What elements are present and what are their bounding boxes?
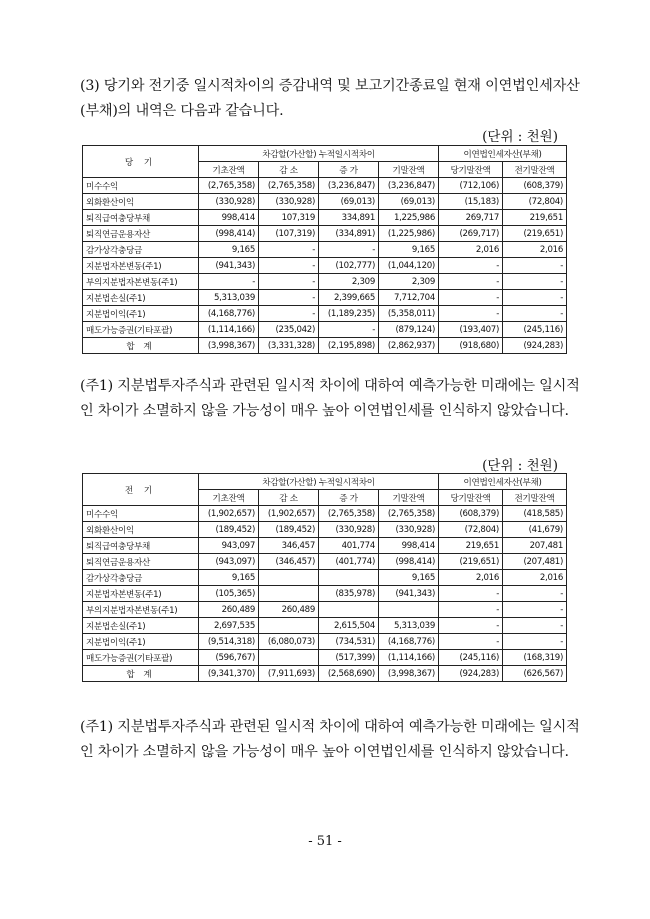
table-row	[83, 554, 567, 570]
table-cell: (879,124)	[379, 322, 439, 338]
period-label-prior: 전 기	[83, 474, 199, 506]
table-row	[83, 274, 567, 290]
table-cell: 5,313,039	[199, 290, 259, 306]
row-label: 매도가능증권(기타포괄)	[83, 650, 199, 666]
table-cell: (608,379)	[439, 506, 503, 522]
table-cell: 2,309	[379, 274, 439, 290]
col-header: 당기말잔액	[439, 162, 503, 178]
total-cell: (924,283)	[503, 338, 567, 354]
row-label: 지분법이익(주1)	[83, 634, 199, 650]
table-cell: (998,414)	[199, 226, 259, 242]
table-cell: -	[319, 242, 379, 258]
row-label: 퇴직연금운용자산	[83, 554, 199, 570]
table-cell: (941,343)	[199, 258, 259, 274]
table-cell: -	[439, 586, 503, 602]
table-row	[83, 306, 567, 322]
table-cell: (269,717)	[439, 226, 503, 242]
row-label: 매도가능증권(기타포괄)	[83, 322, 199, 338]
total-cell: (7,911,693)	[259, 666, 319, 682]
table-cell	[259, 618, 319, 634]
table-cell	[259, 570, 319, 586]
table-cell: 346,457	[259, 538, 319, 554]
table-cell: -	[259, 306, 319, 322]
table-cell: (102,777)	[319, 258, 379, 274]
table-cell: (1,225,986)	[379, 226, 439, 242]
table-cell: 219,651	[503, 210, 567, 226]
row-label: 감가상각충당금	[83, 242, 199, 258]
footnote-prior: (주1) 지분법투자주식과 관련된 일시적 차이에 대하여 예측가능한 미래에는 일시적인 차이가 소멸하지 않을 가능성이 매우 높아 이연법인세를 인식하지 않았습니다.	[80, 719, 580, 760]
table-cell: -	[503, 258, 567, 274]
row-label: 부의지분법자본변동(주1)	[83, 602, 199, 618]
table-cell: 2,016	[503, 570, 567, 586]
table-cell: 2,016	[439, 570, 503, 586]
table-row	[83, 506, 567, 522]
table-cell: (72,804)	[503, 194, 567, 210]
group-header-temp-diff: 차감할(가산할) 누적일시적차이	[199, 146, 439, 162]
table-cell: 9,165	[199, 570, 259, 586]
table-cell: -	[503, 586, 567, 602]
col-header: 전기말잔액	[503, 162, 567, 178]
table-cell: 7,712,704	[379, 290, 439, 306]
table-cell: (69,013)	[379, 194, 439, 210]
table-cell: -	[439, 274, 503, 290]
table-cell: (235,042)	[259, 322, 319, 338]
table-cell	[379, 602, 439, 618]
col-header: 감 소	[259, 162, 319, 178]
table-cell: (9,514,318)	[199, 634, 259, 650]
table-cell: (15,183)	[439, 194, 503, 210]
total-cell: (9,341,370)	[199, 666, 259, 682]
table-row	[83, 194, 567, 210]
footnote-current: (주1) 지분법투자주식과 관련된 일시적 차이에 대하여 예측가능한 미래에는 일시적인 차이가 소멸하지 않을 가능성이 매우 높아 이연법인세를 인식하지 않았습니다.	[80, 378, 580, 419]
table-cell: 219,651	[439, 538, 503, 554]
table-cell: -	[439, 290, 503, 306]
total-label: 합 계	[83, 338, 199, 354]
row-label: 지분법자본변동(주1)	[83, 586, 199, 602]
unit-label-prior: (단위 : 천원)	[482, 458, 558, 474]
table-cell: 334,891	[319, 210, 379, 226]
row-label: 감가상각충당금	[83, 570, 199, 586]
table-cell: (1,044,120)	[379, 258, 439, 274]
row-label: 지분법손실(주1)	[83, 618, 199, 634]
col-header: 당기말잔액	[439, 490, 503, 506]
table-cell: (69,013)	[319, 194, 379, 210]
table-row	[83, 586, 567, 602]
table-cell: (219,651)	[503, 226, 567, 242]
table-cell	[259, 650, 319, 666]
total-cell: (918,680)	[439, 338, 503, 354]
table-cell: (330,928)	[259, 194, 319, 210]
table-cell: (418,585)	[503, 506, 567, 522]
col-header: 기초잔액	[199, 490, 259, 506]
table-cell: (401,774)	[319, 554, 379, 570]
table-cell: (1,189,235)	[319, 306, 379, 322]
table-row	[83, 258, 567, 274]
table-cell: 998,414	[379, 538, 439, 554]
total-label: 합 계	[83, 666, 199, 682]
table-cell: (168,319)	[503, 650, 567, 666]
table-cell: 5,313,039	[379, 618, 439, 634]
table-cell: (1,114,166)	[199, 322, 259, 338]
col-header: 기초잔액	[199, 162, 259, 178]
table-row	[83, 178, 567, 194]
table-cell: (189,452)	[199, 522, 259, 538]
table-cell: -	[503, 634, 567, 650]
table-cell: 9,165	[199, 242, 259, 258]
table-cell: (608,379)	[503, 178, 567, 194]
table-cell: 260,489	[199, 602, 259, 618]
total-cell: (3,998,367)	[199, 338, 259, 354]
table-cell: (943,097)	[199, 554, 259, 570]
table-cell: (2,765,358)	[199, 178, 259, 194]
table-cell: (3,236,847)	[319, 178, 379, 194]
table-cell: (330,928)	[199, 194, 259, 210]
table-cell: 943,097	[199, 538, 259, 554]
table-cell: 9,165	[379, 242, 439, 258]
total-cell: (3,331,328)	[259, 338, 319, 354]
table-cell: (2,765,358)	[379, 506, 439, 522]
table-row	[83, 522, 567, 538]
table-cell: (2,765,358)	[319, 506, 379, 522]
table-row	[83, 618, 567, 634]
table-cell: (2,765,358)	[259, 178, 319, 194]
table-cell: 2,615,504	[319, 618, 379, 634]
table-cell: -	[503, 306, 567, 322]
table-cell: 998,414	[199, 210, 259, 226]
table-cell: -	[439, 258, 503, 274]
table-cell: (346,457)	[259, 554, 319, 570]
current-period-table	[82, 145, 567, 354]
table-cell: (1,114,166)	[379, 650, 439, 666]
table-cell: 2,697,535	[199, 618, 259, 634]
table-row	[83, 210, 567, 226]
table-row	[83, 634, 567, 650]
table-row	[83, 322, 567, 338]
table-cell: -	[259, 258, 319, 274]
table-cell: (330,928)	[379, 522, 439, 538]
table-cell: -	[439, 618, 503, 634]
row-label: 외화환산이익	[83, 194, 199, 210]
table-cell: -	[503, 290, 567, 306]
table-row	[83, 650, 567, 666]
table-cell: -	[439, 602, 503, 618]
row-label: 미수수익	[83, 178, 199, 194]
table-cell: (330,928)	[319, 522, 379, 538]
col-header: 감 소	[259, 490, 319, 506]
row-label: 퇴직연금운용자산	[83, 226, 199, 242]
group-header-temp-diff: 차감할(가산할) 누적일시적차이	[199, 474, 439, 490]
table-cell: -	[439, 306, 503, 322]
table-cell: -	[319, 322, 379, 338]
table-cell: 2,399,665	[319, 290, 379, 306]
total-row	[83, 338, 567, 354]
table-cell: 269,717	[439, 210, 503, 226]
total-cell: (626,567)	[503, 666, 567, 682]
table-cell: (5,358,011)	[379, 306, 439, 322]
table-cell: (3,236,847)	[379, 178, 439, 194]
table-cell: -	[503, 274, 567, 290]
page-number: - 51 -	[308, 834, 342, 849]
row-label: 지분법이익(주1)	[83, 306, 199, 322]
table-cell: -	[503, 618, 567, 634]
table-cell: (107,319)	[259, 226, 319, 242]
table-cell: (1,902,657)	[259, 506, 319, 522]
table-cell: (245,116)	[439, 650, 503, 666]
table-row	[83, 570, 567, 586]
intro-paragraph: (3) 당기와 전기중 일시적차이의 증감내역 및 보고기간종료일 현재 이연법인세자산(부채)의 내역은 다음과 같습니다.	[80, 78, 580, 119]
table-row	[83, 538, 567, 554]
table-cell: -	[503, 602, 567, 618]
unit-label-current: (단위 : 천원)	[482, 129, 558, 145]
table-cell: (6,080,073)	[259, 634, 319, 650]
table-cell: -	[259, 290, 319, 306]
table-cell: (41,679)	[503, 522, 567, 538]
col-header: 증 가	[319, 162, 379, 178]
table-cell: 207,481	[503, 538, 567, 554]
row-label: 지분법자본변동(주1)	[83, 258, 199, 274]
table-row	[83, 242, 567, 258]
col-header: 증 가	[319, 490, 379, 506]
row-label: 퇴직급여충당부채	[83, 210, 199, 226]
total-cell: (2,568,690)	[319, 666, 379, 682]
group-header-deferred-tax: 이연법인세자산(부채)	[439, 474, 567, 490]
table-cell: (219,651)	[439, 554, 503, 570]
table-row	[83, 602, 567, 618]
row-label: 지분법손실(주1)	[83, 290, 199, 306]
total-cell: (3,998,367)	[379, 666, 439, 682]
row-label: 외화환산이익	[83, 522, 199, 538]
table-cell: (712,106)	[439, 178, 503, 194]
table-cell: 260,489	[259, 602, 319, 618]
table-cell: (941,343)	[379, 586, 439, 602]
table-cell: (517,399)	[319, 650, 379, 666]
col-header: 전기말잔액	[503, 490, 567, 506]
table-cell: (4,168,776)	[199, 306, 259, 322]
table-cell: 401,774	[319, 538, 379, 554]
table-cell: (105,365)	[199, 586, 259, 602]
row-label: 퇴직급여충당부채	[83, 538, 199, 554]
table-cell: (1,902,657)	[199, 506, 259, 522]
table-row	[83, 226, 567, 242]
row-label: 미수수익	[83, 506, 199, 522]
table-cell	[319, 570, 379, 586]
table-cell	[319, 602, 379, 618]
table-cell: (835,978)	[319, 586, 379, 602]
table-cell: (189,452)	[259, 522, 319, 538]
table-cell: 2,309	[319, 274, 379, 290]
table-cell: (596,767)	[199, 650, 259, 666]
total-cell: (2,195,898)	[319, 338, 379, 354]
table-cell: 2,016	[439, 242, 503, 258]
col-header: 기말잔액	[379, 162, 439, 178]
table-cell: 1,225,986	[379, 210, 439, 226]
table-cell: 9,165	[379, 570, 439, 586]
table-cell: (193,407)	[439, 322, 503, 338]
table-cell	[259, 586, 319, 602]
total-row	[83, 666, 567, 682]
table-cell: -	[199, 274, 259, 290]
row-label: 부의지분법자본변동(주1)	[83, 274, 199, 290]
table-cell: (245,116)	[503, 322, 567, 338]
period-label-current: 당 기	[83, 146, 199, 178]
table-cell: (998,414)	[379, 554, 439, 570]
table-cell: 2,016	[503, 242, 567, 258]
total-cell: (2,862,937)	[379, 338, 439, 354]
table-cell: (72,804)	[439, 522, 503, 538]
table-cell: -	[439, 634, 503, 650]
table-row	[83, 290, 567, 306]
group-header-deferred-tax: 이연법인세자산(부채)	[439, 146, 567, 162]
table-cell: 107,319	[259, 210, 319, 226]
table-cell: (334,891)	[319, 226, 379, 242]
table-cell: (734,531)	[319, 634, 379, 650]
prior-period-table	[82, 473, 567, 682]
table-cell: (207,481)	[503, 554, 567, 570]
total-cell: (924,283)	[439, 666, 503, 682]
col-header: 기말잔액	[379, 490, 439, 506]
table-cell: -	[259, 274, 319, 290]
table-cell: -	[259, 242, 319, 258]
table-cell: (4,168,776)	[379, 634, 439, 650]
